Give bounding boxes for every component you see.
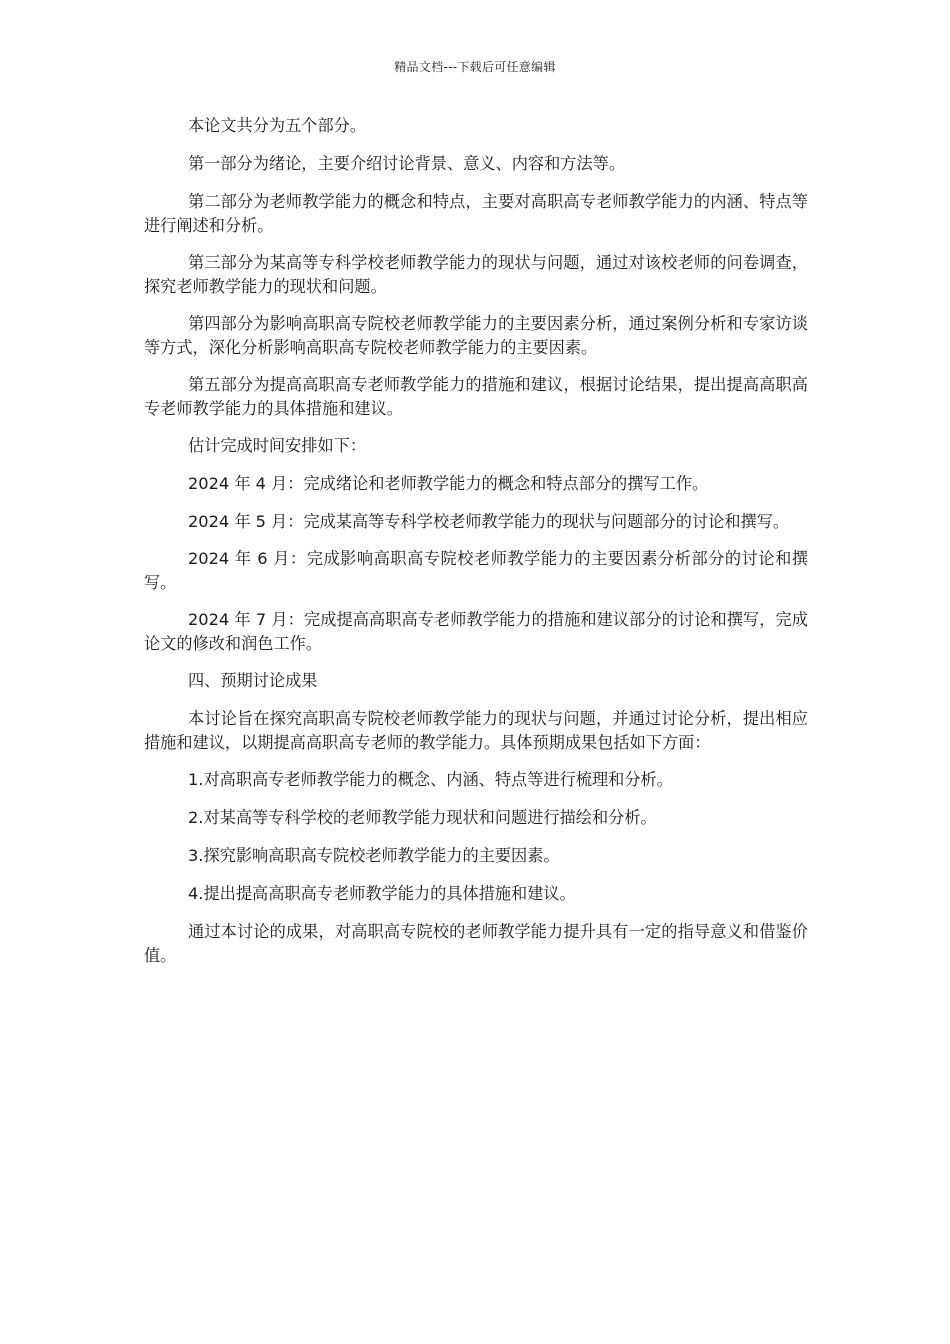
paragraph-schedule-intro: 估计完成时间安排如下：: [188, 436, 367, 455]
paragraph-schedule-july: 2024 年 7 月：完成提高高职高专老师教学能力的措施和建议部分的讨论和撰写，完成论文的修改和润色工作。: [144, 610, 808, 653]
paragraph-overview: 本论文共分为五个部分。: [188, 116, 367, 135]
paragraph-schedule-april: 2024 年 4 月：完成绪论和老师教学能力的概念和特点部分的撰写工作。: [188, 474, 709, 493]
paragraph-part-four: 第四部分为影响高职高专院校老师教学能力的主要因素分析，通过案例分析和专家访谈等方式，深化分析影响高职高专院校老师教学能力的主要因素。: [144, 314, 808, 357]
document-body: [144, 114, 808, 981]
paragraph-part-five: 第五部分为提高高职高专老师教学能力的措施和建议，根据讨论结果，提出提高高职高专老师教学能力的具体措施和建议。: [144, 375, 808, 418]
list-item-result-1: 1.对高职高专老师教学能力的概念、内涵、特点等进行梳理和分析。: [188, 770, 673, 789]
paragraph-schedule-june: 2024 年 6 月：完成影响高职高专院校老师教学能力的主要因素分析部分的讨论和撰写。: [144, 549, 808, 592]
paragraph-part-three: 第三部分为某高等专科学校老师教学能力的现状与问题，通过对该校老师的问卷调查，探究老师教学能力的现状和问题。: [144, 253, 808, 296]
paragraph-results-intro: 本讨论旨在探究高职高专院校老师教学能力的现状与问题，并通过讨论分析，提出相应措施和建议，以期提高高职高专老师的教学能力。具体预期成果包括如下方面：: [144, 709, 808, 752]
list-item-result-4: 4.提出提高高职高专老师教学能力的具体措施和建议。: [188, 884, 576, 903]
section-heading-expected-results: 四、预期讨论成果: [188, 671, 318, 690]
paragraph-conclusion: 通过本讨论的成果，对高职高专院校的老师教学能力提升具有一定的指导意义和借鉴价值。: [144, 922, 808, 965]
paragraph-part-one: 第一部分为绪论，主要介绍讨论背景、意义、内容和方法等。: [188, 154, 626, 173]
list-item-result-3: 3.探究影响高职高专院校老师教学能力的主要因素。: [188, 846, 560, 865]
paragraph-part-two: 第二部分为老师教学能力的概念和特点，主要对高职高专老师教学能力的内涵、特点等进行阐述和分析。: [144, 192, 808, 235]
paragraph-schedule-may: 2024 年 5 月：完成某高等专科学校老师教学能力的现状与问题部分的讨论和撰写。: [188, 512, 790, 531]
page-header: 精品文档---下载后可任意编辑: [394, 60, 556, 74]
list-item-result-2: 2.对某高等专科学校的老师教学能力现状和问题进行描绘和分析。: [188, 808, 657, 827]
